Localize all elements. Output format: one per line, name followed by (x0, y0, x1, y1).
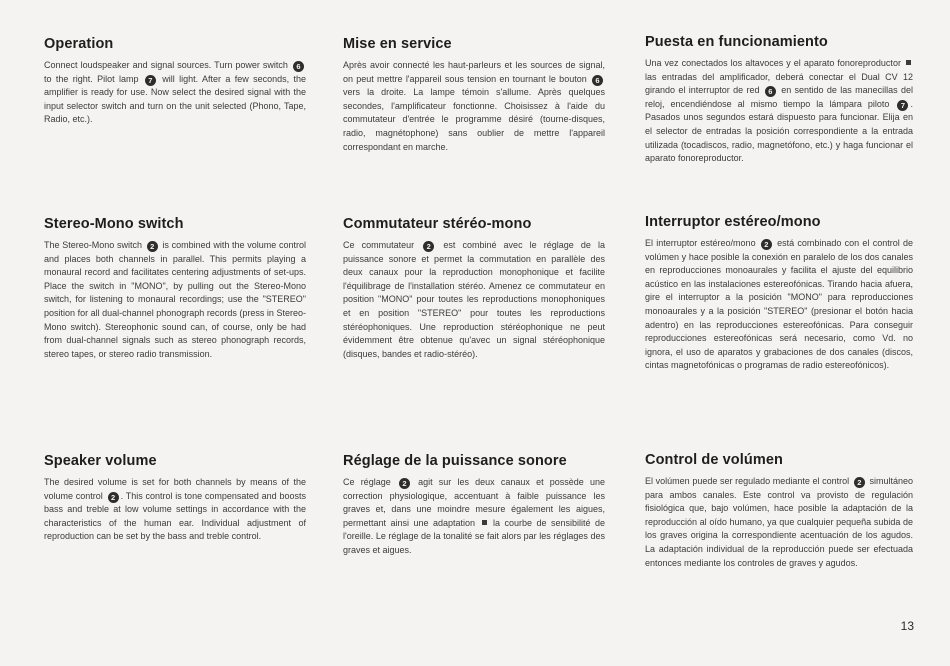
section-body: The desired volume is set for both channels by means of the volume control 2 . This control is tone compensated and boosts bass and treble at low volume settings in accordance with the characteristics of the human ear. Individual adjustment of reproduction can be set by the bass and treble control. (44, 477, 306, 542)
section-title: Réglage de la puissance sonore (343, 453, 567, 469)
section-stereo-mono (44, 216, 306, 361)
marker-2-badge: 2 (108, 492, 119, 503)
section-title: Control de volúmen (645, 452, 783, 468)
marker-2-badge: 2 (399, 478, 410, 489)
section-body: Ce réglage 2 agit sur les deux canaux et possède une correction physiologique, accentuant à faible puissance les graves et, dans une moindre mesure également les aigues, permettant ainsi une adaptation la courbe de sensibilité de l'oreille. Le réglage de la tonalité se fait alors par les réglages des graves et aigues. (343, 477, 605, 555)
marker-6-badge: 6 (592, 75, 603, 86)
section-body: Après avoir connecté les haut-parleurs et les sources de signal, on peut mettre l'appareil sous tension en tournant le bouton 6 vers la droite. La lampe témoin s'allume. Après quelques secondes, l'amplificateur fonctionne. Choisissez à l'aide du commutateur d'entrée le programme désiré (tourne-disques, radio, magnétophone) sans oublier de mettre l'appareil correspondant en marche. (343, 60, 605, 152)
marker-7-badge: 7 (145, 75, 156, 86)
section-title: Speaker volume (44, 453, 157, 469)
section-operation (44, 36, 306, 127)
marker-2-badge: 2 (761, 239, 772, 250)
section-body: The Stereo-Mono switch 2 is combined with the volume control and places both channels in parallel. This permits playing a monaural record and facilitates centering adjustments of set-ups. Place the switch in "MONO", by pulling out the Stereo-Mono switch, for listening to monaural recordings; use the "STEREO" position for all dual-channel phonograph records (press in Stereo-Mono switch). Stereophonic sound can, of course, only be had from dual-channel signals such as stereo phonograph records, stereo tapes, or stereo radio transmission. (44, 240, 306, 359)
square-bullet-icon (906, 60, 911, 65)
marker-6-badge: 6 (765, 86, 776, 97)
page-number: 13 (900, 619, 914, 633)
section-body: Una vez conectados los altavoces y el aparato fonoreproductor las entradas del amplificador, deberá conectar el Dual CV 12 girando el interruptor de red 6 en sentido de las manecillas del reloj, encendiéndose al mismo tiempo la lámpara piloto 7 . Pasados unos segundos estará dispuesto para funcionar. Elija en el selector de entradas la posición correspondiente a la entrada utilizada (tocadiscos, radio, magnetófono, etc.) y haga funcionar el aparato fonoreproductor. (645, 58, 913, 164)
marker-6-badge: 6 (293, 61, 304, 72)
section-title: Commutateur stéréo-mono (343, 216, 532, 232)
section-control-volumen (645, 452, 913, 570)
section-body: El interruptor estéreo/mono 2 está combinado con el control de volúmen y hace posible la conexión en paralelo de los dos canales en reproducciones monoaurales y facilita el ajuste del equilibrio acústico en las instalaciones estereofónicas. Tirando hacia afuera, gire el interruptor a la posición "MONO" para reproducciones monoaurales y a la posición "STEREO" (presionar el botón hacia adentro) en las reproducciones estereofónicas. Para conseguir reproducciones estereofónicas será necesario, como Vd. no ignora, el uso de aparatos y grabaciones de dos canales (discos, cintas magnetofónicas o programas de radio estereofónicos). (645, 238, 913, 371)
section-title: Mise en service (343, 36, 452, 52)
section-puesta (645, 34, 913, 166)
section-reglage (343, 453, 605, 558)
section-body: Connect loudspeaker and signal sources. Turn power switch 6 to the right. Pilot lamp 7 will light. After a few seconds, the amplifier is ready for use. Now select the desired signal with the input selector switch and turn on the unit selected (Phono, Tape, Radio, etc.). (44, 60, 306, 125)
marker-2-badge: 2 (147, 241, 158, 252)
section-body: El volúmen puede ser regulado mediante el control 2 simultáneo para ambos canales. Este control va provisto de regulación fisiológica que, bajo volúmen, hace posible la adaptación de la reproducción al oído humano, ya que cualquier pequeña subida de los graves origina la correspondiente acentuación de los agudos. La adaptación individual de la reproducción puede ser efectuada entonces mediante los controles de graves y agudos. (645, 476, 913, 568)
section-title: Stereo-Mono switch (44, 216, 184, 232)
section-interruptor (645, 214, 913, 373)
section-body: Ce commutateur 2 est combiné avec le réglage de la puissance sonore et permet la commutation en parallèle des deux canaux pour la reproduction monophonique et facilite l'équilibrage de l'installation stéréo. Amenez ce commutateur en position "MONO" pour toutes les reproductions monophoniques et en position "STEREO" pour toutes les reproductions stéréophoniques. Une reproduction stéréophonique ne peut évidemment être obtenue qu'avec un signal stéréophonique (disques, bandes et radio-stéréo). (343, 240, 605, 359)
section-title: Puesta en funcionamiento (645, 34, 828, 50)
marker-7-badge: 7 (897, 100, 908, 111)
section-title: Interruptor estéreo/mono (645, 214, 821, 230)
section-commutateur (343, 216, 605, 361)
section-speaker-volume (44, 453, 306, 544)
section-mise-en-service (343, 36, 605, 154)
square-bullet-icon (482, 520, 487, 525)
marker-2-badge: 2 (423, 241, 434, 252)
section-title: Operation (44, 36, 114, 52)
marker-2-badge: 2 (854, 477, 865, 488)
